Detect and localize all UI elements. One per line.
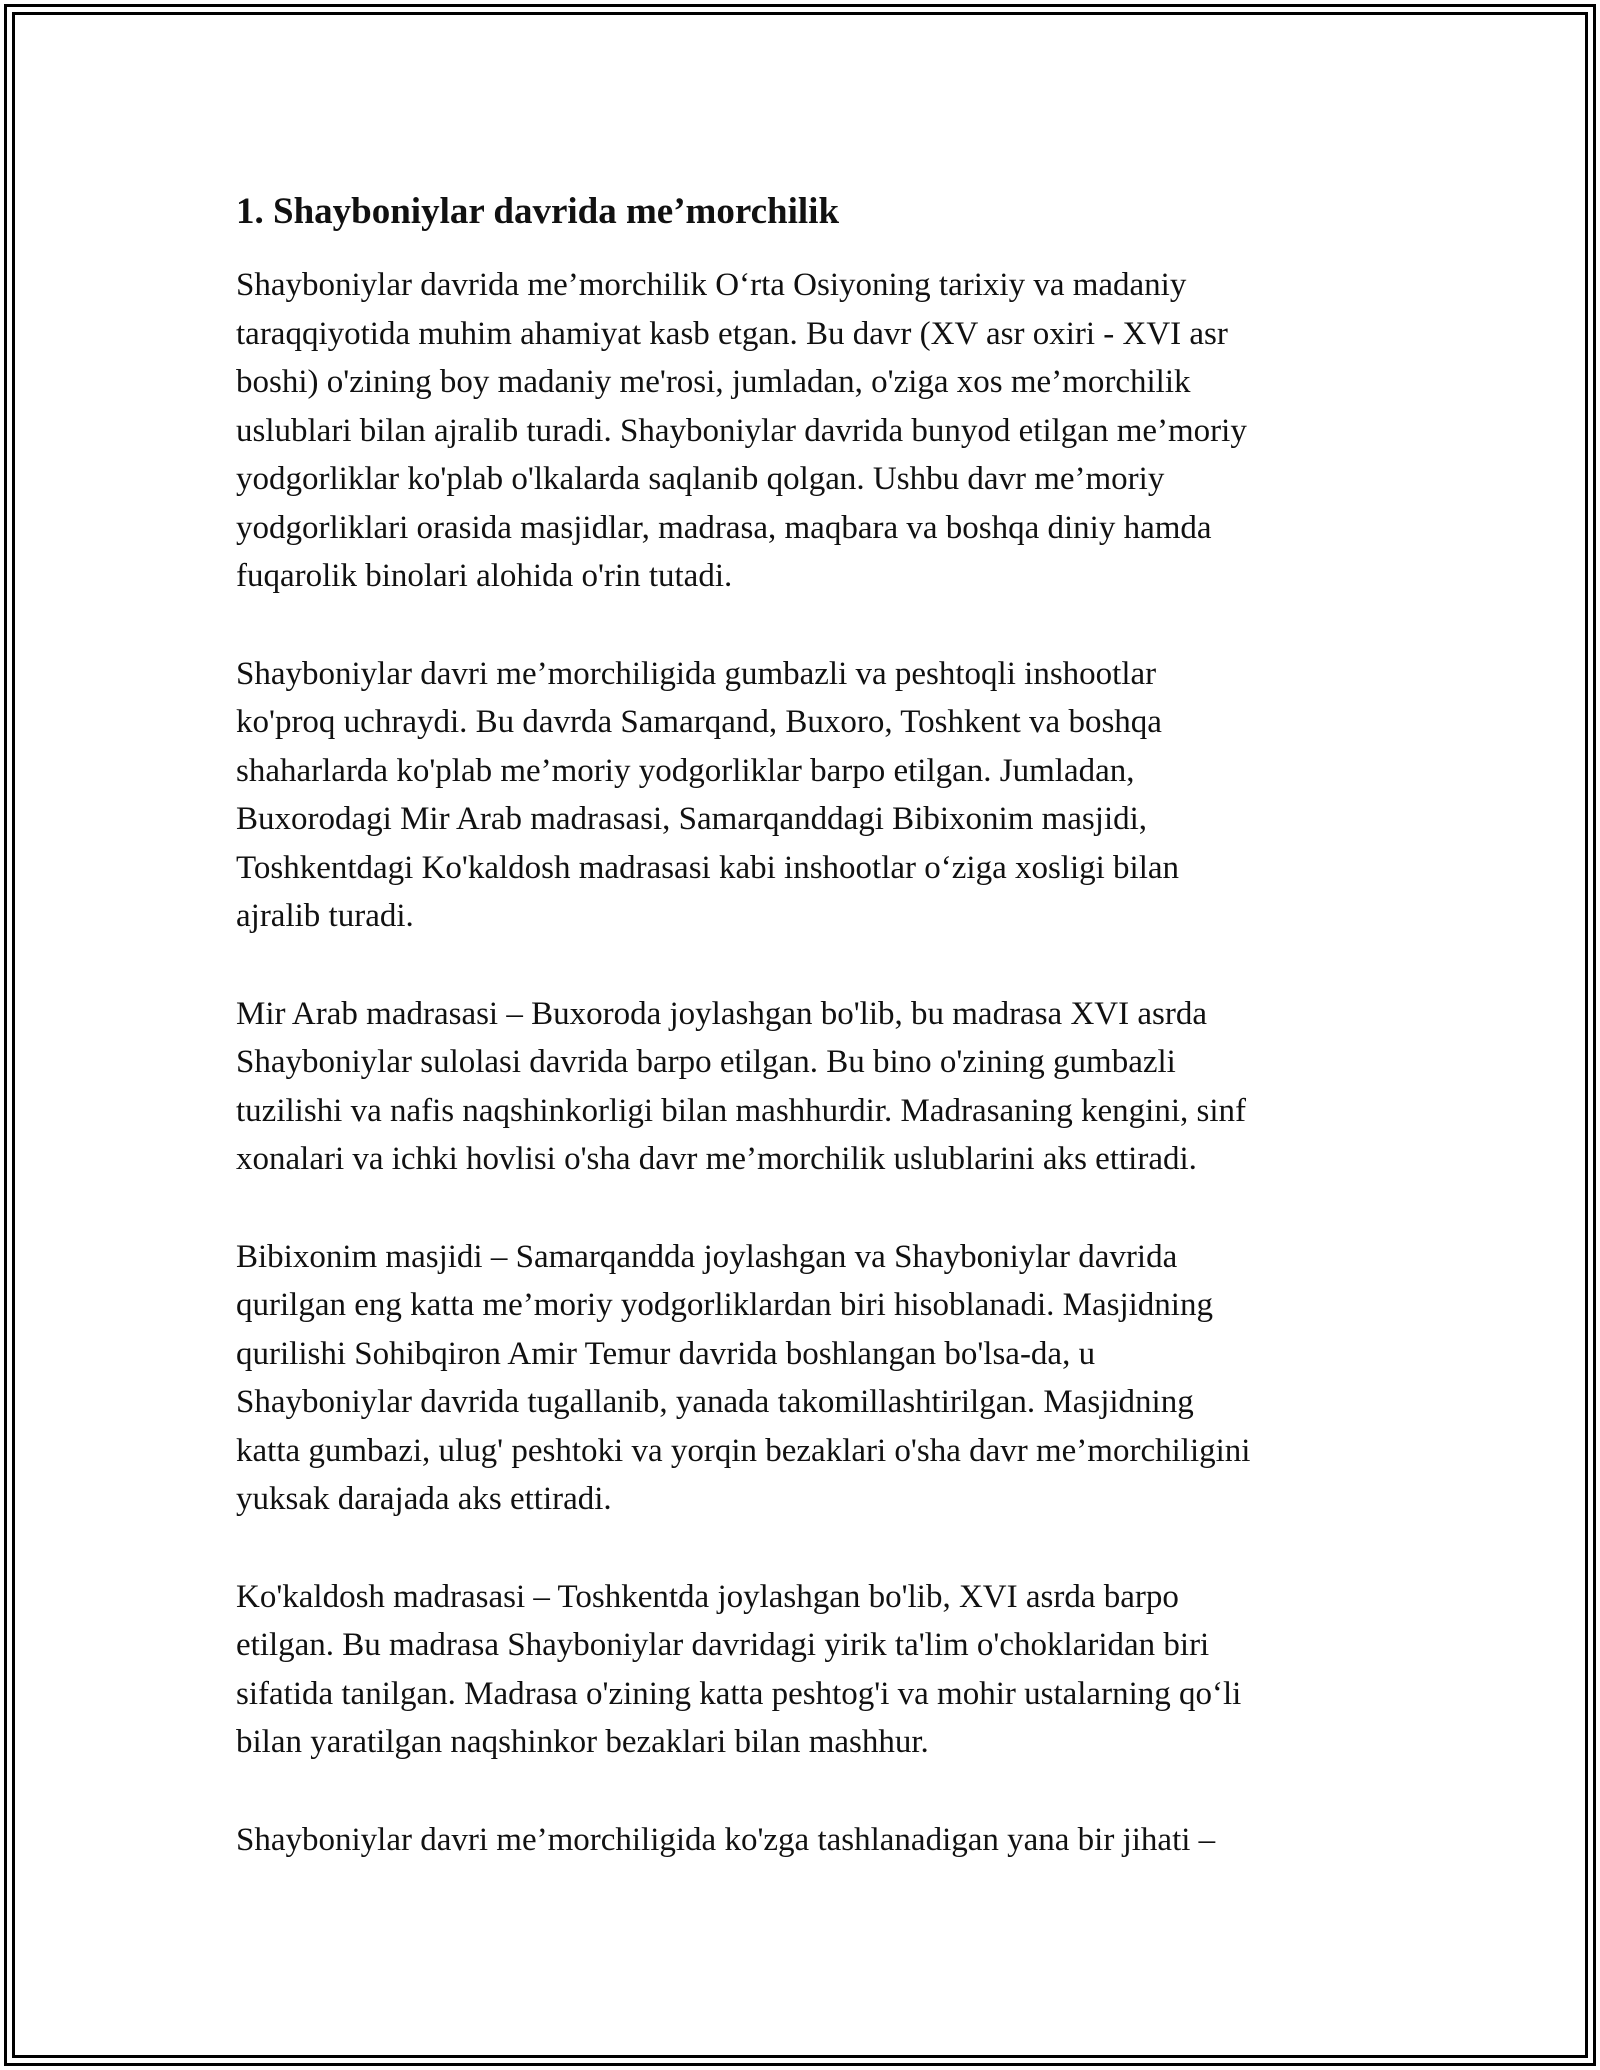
section-heading: 1. Shayboniylar davrida me’morchilik (236, 191, 840, 232)
paragraph-kokaldosh: Ko'kaldosh madrasasi – Toshkentda joylashgan bo'lib, XVI asrda barpo etilgan. Bu madrasa Shayboniylar davridagi yirik ta'lim o'choklaridan biri sifatida tanilgan. Madrasa o'zining katta peshtog'i va mohir ustalarning qo‘li bilan yaratilgan naqshinkor bezaklari bilan mashhur. (236, 1578, 1242, 1760)
paragraph-continuation: Shayboniylar davri me’morchiligida ko'zga tashlanadigan yana bir jihati – (236, 1821, 1216, 1858)
paragraph-bibixonim: Bibixonim masjidi – Samarqandda joylashgan va Shayboniylar davrida qurilgan eng katta me’moriy yodgorliklardan biri hisoblanadi. Masjidning qurilishi Sohibqiron Amir Temur davrida boshlangan bo'lsa-da, u Shayboniylar davrida tugallanib, yanada takomillashtirilgan. Masjidning katta gumbazi, ulug' peshtoki va yorqin bezaklari o'sha davr me’morchiligini yuksak darajada aks ettiradi. (236, 1238, 1251, 1517)
document-body (236, 188, 1376, 1913)
paragraph-intro: Shayboniylar davrida me’morchilik O‘rta Osiyoning tarixiy va madaniy taraqqiyotida muhim ahamiyat kasb etgan. Bu davr (XV asr oxiri - XVI asr boshi) o'zining boy madaniy me'rosi, jumladan, o'ziga xos me’morchilik uslublari bilan ajralib turadi. Shayboniylar davrida bunyod etilgan me’moriy yodgorliklar ko'plab o'lkalarda saqlanib qolgan. Ushbu davr me’moriy yodgorliklari orasida masjidlar, madrasa, maqbara va boshqa diniy hamda fuqarolik binolari alohida o'rin tutadi. (236, 267, 1247, 594)
paragraph-dome-structures: Shayboniylar davri me’morchiligida gumbazli va peshtoqli inshootlar ko'proq uchraydi. Bu davrda Samarqand, Buxoro, Toshkent va boshqa shaharlarda ko'plab me’moriy yodgorliklar barpo etilgan. Jumladan, Buxorodagi Mir Arab madrasasi, Samarqanddagi Bibixonim masjidi, Toshkentdagi Ko'kaldosh madrasasi kabi inshootlar o‘ziga xosligi bilan ajralib turadi. (236, 655, 1180, 934)
paragraph-mir-arab: Mir Arab madrasasi – Buxoroda joylashgan bo'lib, bu madrasa XVI asrda Shayboniylar sulolasi davrida barpo etilgan. Bu bino o'zining gumbazli tuzilishi va nafis naqshinkorligi bilan mashhurdir. Madrasaning kengini, sinf xonalari va ichki hovlisi o'sha davr me’morchilik uslublarini aks ettiradi. (236, 995, 1247, 1177)
